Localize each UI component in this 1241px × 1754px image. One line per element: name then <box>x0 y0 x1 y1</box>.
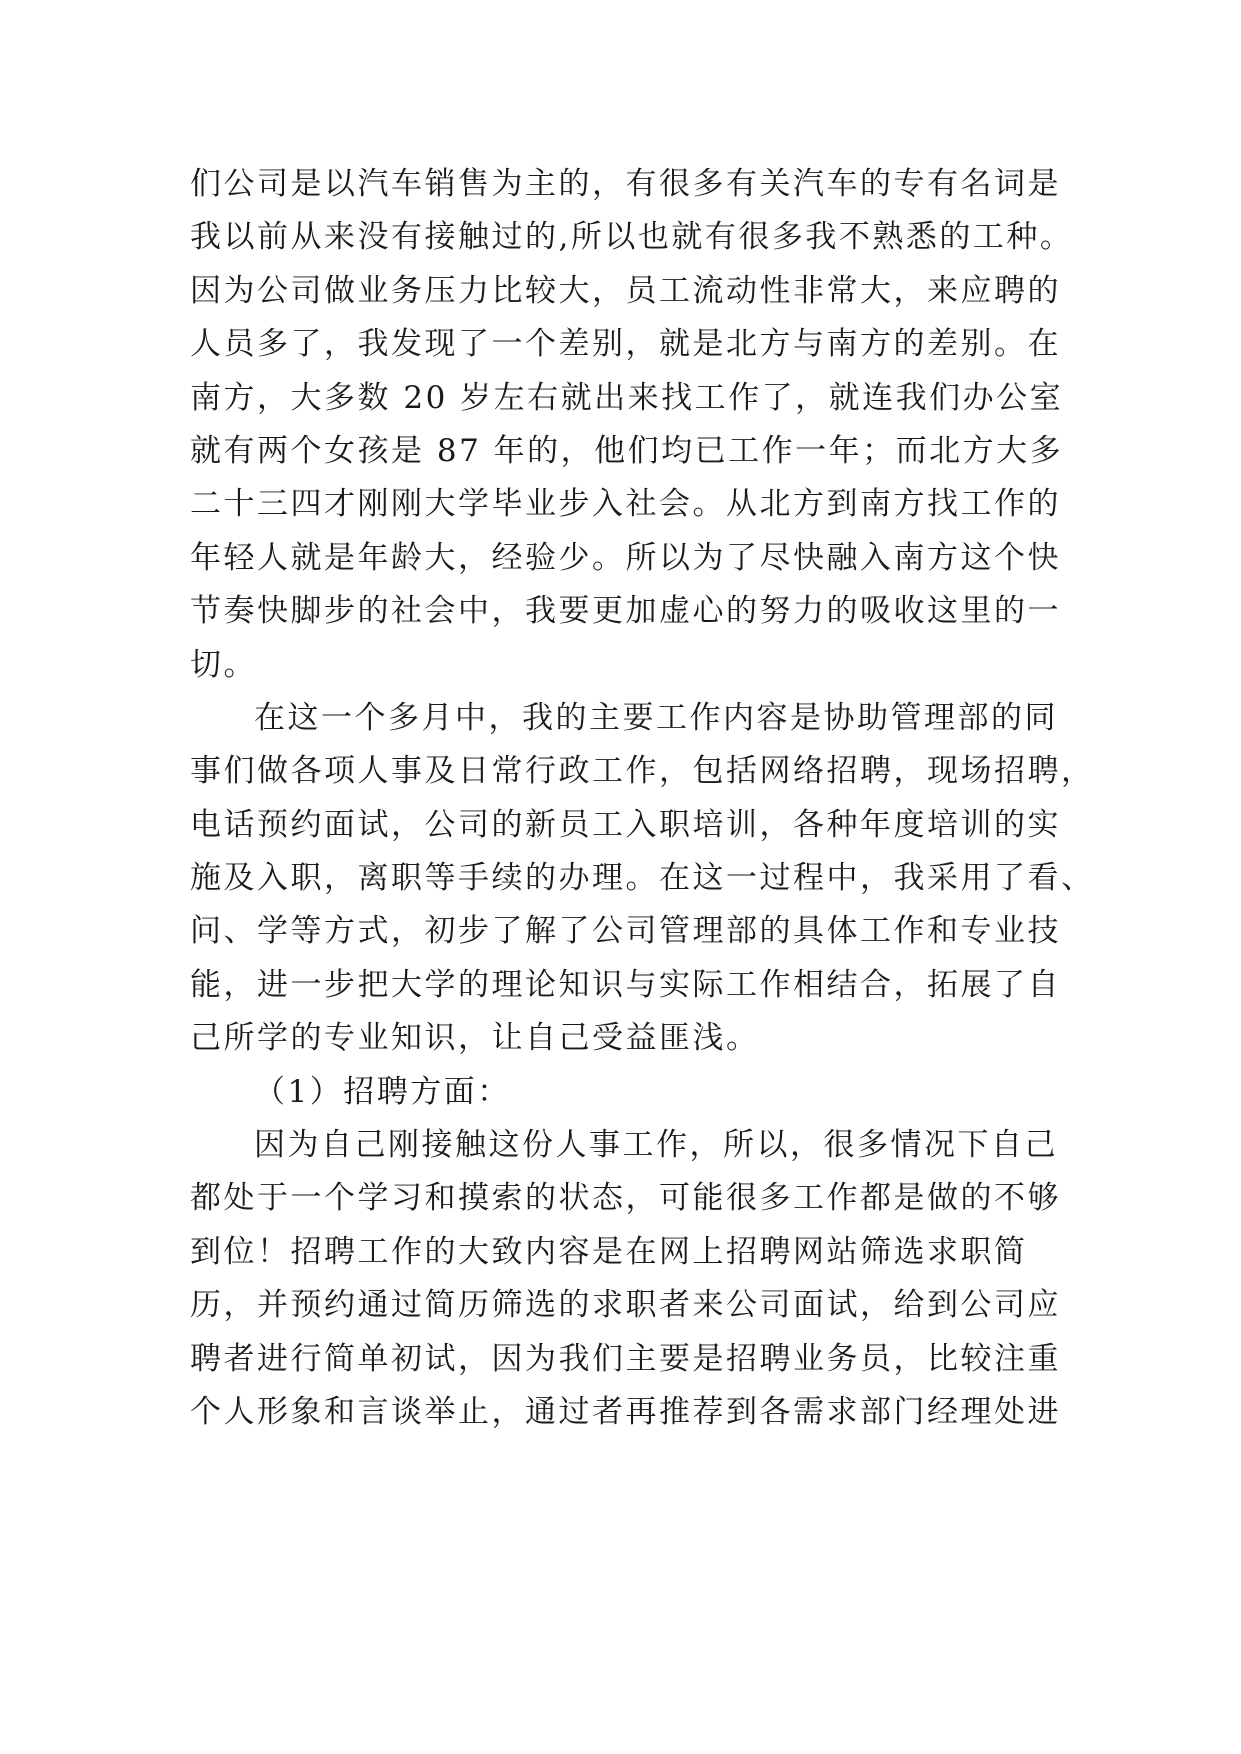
text-line: 因为公司做业务压力比较大，员工流动性非常大，来应聘的 <box>190 272 1061 309</box>
text-line: 二十三四才刚刚大学毕业步入社会。从北方到南方找工作的 <box>190 486 1061 523</box>
paragraph-start-line: 因为自己刚接触这份人事工作，所以，很多情况下自己 <box>254 1127 1058 1164</box>
text-line: 施及入职，离职等手续的办理。在这一过程中，我采用了看、 <box>190 860 1095 897</box>
text-line: 年轻人就是年龄大，经验少。所以为了尽快融入南方这个快 <box>190 539 1061 576</box>
text-line: 到位！招聘工作的大致内容是在网上招聘网站筛选求职简 <box>190 1233 1028 1270</box>
text-line: 己所学的专业知识，让自己受益匪浅。 <box>190 1020 760 1057</box>
paragraph-start-line: 在这一个多月中，我的主要工作内容是协助管理部的同 <box>254 699 1058 736</box>
text-line: 们公司是以汽车销售为主的，有很多有关汽车的专有名词是 <box>190 166 1061 202</box>
text-line: 切。 <box>190 646 257 683</box>
text-line: 我以前从来没有接触过的,所以也就有很多我不熟悉的工种。 <box>190 219 1074 256</box>
text-line: 电话预约面试，公司的新员工入职培训，各种年度培训的实 <box>190 806 1061 843</box>
text-line: 就有两个女孩是 87 年的，他们均已工作一年；而北方大多 <box>190 432 1064 469</box>
text-line: 人员多了，我发现了一个差别，就是北方与南方的差别。在 <box>190 326 1061 363</box>
body-text <box>190 158 1095 1439</box>
section-heading: （1）招聘方面： <box>254 1073 511 1110</box>
text-line: 问、学等方式，初步了解了公司管理部的具体工作和专业技 <box>190 913 1061 950</box>
text-line: 节奏快脚步的社会中，我要更加虚心的努力的吸收这里的一 <box>190 593 1061 630</box>
text-line: 能，进一步把大学的理论知识与实际工作相结合，拓展了自 <box>190 966 1061 1003</box>
text-line: 南方，大多数 20 岁左右就出来找工作了，就连我们办公室 <box>190 379 1064 416</box>
text-line: 事们做各项人事及日常行政工作，包括网络招聘，现场招聘， <box>190 753 1095 790</box>
text-line: 聘者进行简单初试，因为我们主要是招聘业务员，比较注重 <box>190 1340 1061 1377</box>
text-line: 个人形象和言谈举止，通过者再推荐到各需求部门经理处进 <box>190 1393 1061 1430</box>
text-line: 历，并预约通过简历筛选的求职者来公司面试，给到公司应 <box>190 1287 1061 1324</box>
text-line: 都处于一个学习和摸索的状态，可能很多工作都是做的不够 <box>190 1180 1061 1217</box>
